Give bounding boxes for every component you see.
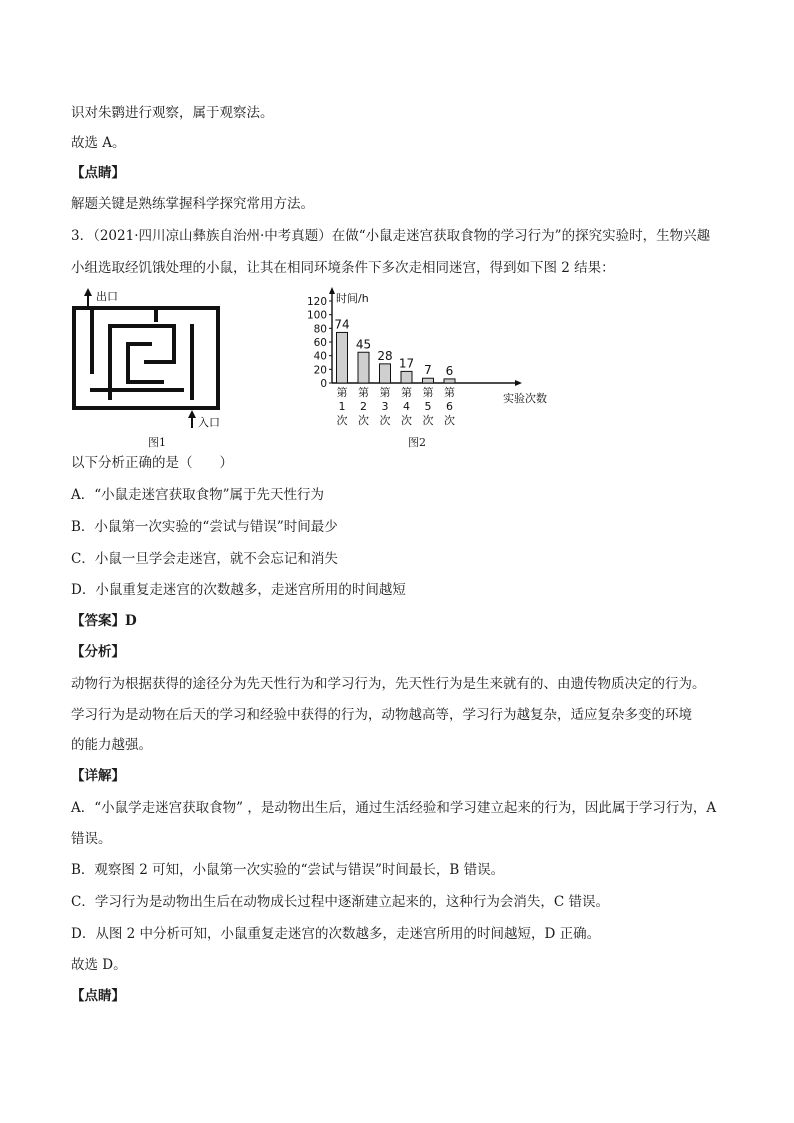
option-a: A．“小鼠走迷宫获取食物”属于先天性行为	[71, 487, 325, 503]
detail-text: D．从图 2 中分析可知，小鼠重复走迷宫的次数越多，走迷宫所用的时间越短，D 正确。	[71, 926, 601, 942]
figure2-caption: 图2	[408, 436, 426, 449]
question-stem: 3．（2021·四川凉山彝族自治州·中考真题）在做“小鼠走迷宫获取食物的学习行为”的探究实验时，生物兴趣	[71, 228, 711, 244]
x-tick-label: 第	[422, 386, 434, 399]
x-tick-label: 第	[379, 386, 391, 399]
chart-bar	[358, 352, 369, 383]
x-tick-label: 5	[424, 400, 432, 413]
x-tick-label: 第	[358, 386, 369, 399]
detail-text: 错误。	[71, 831, 112, 847]
y-tick-label: 40	[313, 350, 327, 363]
y-tick-label: 80	[313, 323, 327, 336]
y-axis-label: 时间/h	[336, 292, 369, 305]
x-tick-label: 3	[381, 400, 389, 413]
text-line: 故选 D。	[71, 957, 127, 973]
analysis-text: 学习行为是动物在后天的学习和经验中获得的行为，动物越高等，学习行为越复杂，适应复杂多变的环境	[71, 707, 692, 723]
bar-value-label: 45	[355, 337, 372, 352]
x-tick-label: 次	[444, 414, 455, 427]
x-tick-label: 次	[401, 414, 412, 427]
maze-exit-label: 出口	[96, 290, 118, 303]
answer-tag: 【答案】D	[71, 613, 137, 629]
text-line: 解题关键是熟练掌握科学探究常用方法。	[71, 196, 314, 212]
x-tick-label: 1	[338, 400, 346, 413]
chart-bar	[401, 371, 412, 383]
y-tick-label: 0	[320, 378, 327, 390]
bar-value-label: 28	[377, 348, 393, 363]
x-tick-label: 次	[358, 414, 369, 427]
bar-chart	[70, 286, 550, 446]
detail-text: C．学习行为是动物出生后在动物成长过程中逐渐建立起来的，这种行为会消失，C 错误。	[71, 894, 609, 910]
y-axis-arrow	[329, 287, 335, 294]
section-tag: 【点睛】	[71, 988, 125, 1004]
option-d: D．小鼠重复走迷宫的次数越多，走迷宫所用的时间越短	[71, 582, 406, 598]
maze-entrance-label: 入口	[198, 416, 220, 429]
x-axis-label: 实验次数	[503, 392, 547, 405]
chart-bar	[337, 332, 348, 383]
x-tick-label: 2	[360, 400, 367, 413]
figure1-caption: 图1	[148, 436, 166, 449]
x-tick-label: 次	[422, 414, 434, 427]
detail-text: A．“小鼠学走迷宫获取食物” ，是动物出生后，通过生活经验和学习建立起来的行为，因此属于学习行为，A	[71, 800, 717, 816]
figure-area	[70, 286, 550, 449]
bar-value-label: 6	[445, 363, 454, 378]
x-tick-label: 6	[446, 400, 453, 413]
y-tick-label: 120	[306, 296, 327, 308]
y-tick-label: 100	[306, 309, 327, 322]
bar-value-label: 7	[424, 363, 432, 378]
option-c: C．小鼠一旦学会走迷宫，就不会忘记和消失	[71, 551, 338, 567]
bar-value-label: 17	[398, 356, 415, 371]
bar-value-label: 74	[334, 317, 350, 332]
section-tag: 【点睛】	[71, 165, 125, 181]
y-tick-label: 60	[313, 337, 327, 349]
option-b: B．小鼠第一次实验的“尝试与错误”时间最少	[71, 519, 338, 535]
section-tag: 【分析】	[71, 644, 125, 660]
x-tick-label: 次	[379, 414, 391, 427]
chart-bar	[380, 364, 391, 383]
x-tick-label: 第	[401, 386, 412, 399]
x-axis-arrow	[515, 380, 522, 386]
chart-bar	[423, 378, 434, 383]
question-prompt: 以下分析正确的是（ ）	[71, 455, 233, 471]
text-line: 识对朱鹮进行观察，属于观察法。	[71, 105, 274, 121]
y-tick-label: 20	[313, 364, 327, 377]
section-tag: 【详解】	[71, 768, 125, 784]
chart-bar	[444, 379, 455, 383]
detail-text: B．观察图 2 可知，小鼠第一次实验的“尝试与错误”时间最长，B 错误。	[71, 862, 505, 878]
x-tick-label: 第	[336, 386, 348, 399]
question-stem: 小组选取经饥饿处理的小鼠，让其在相同环境条件下多次走相同迷宫，得到如下图 2 结果：	[71, 260, 615, 276]
analysis-text: 动物行为根据获得的途径分为先天性行为和学习行为，先天性行为是生来就有的、由遗传物质决定的行为。	[71, 676, 706, 692]
text-line: 故选 A。	[71, 135, 126, 151]
x-tick-label: 第	[444, 386, 455, 399]
analysis-text: 的能力越强。	[71, 737, 152, 753]
x-tick-label: 次	[336, 414, 348, 427]
x-tick-label: 4	[403, 400, 410, 413]
